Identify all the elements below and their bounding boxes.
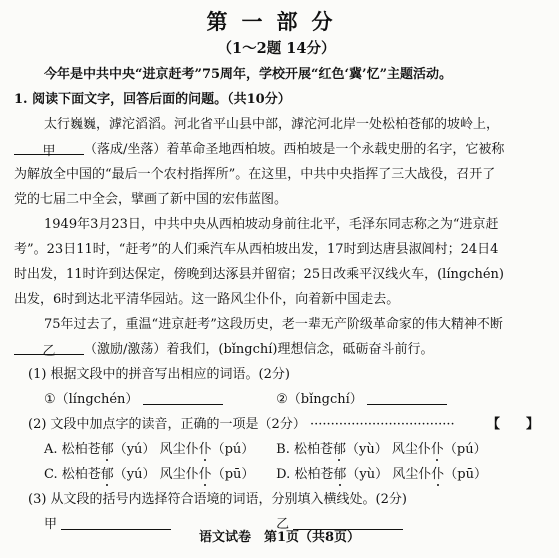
- blank-jia[interactable]: [14, 139, 84, 159]
- passage-text: （落成/坐落）着革命圣地西柏坡。西柏坡是一个永载史册的名字，它被称: [84, 142, 505, 157]
- question-number: 1.: [14, 92, 28, 107]
- dotted-char: 仆: [431, 467, 445, 482]
- option-a[interactable]: A. 松柏苍郁（yú） 风尘仆仆（pú）: [44, 442, 255, 457]
- answer-label-jia: 甲: [44, 517, 58, 532]
- dotted-char: 郁: [333, 467, 347, 482]
- dotted-char: 仆: [430, 442, 444, 457]
- answer-label-a: ①（língchén）: [44, 392, 139, 407]
- passage-line: 为解放全中国的“最后一个农村指挥所”。在这里，中共中央指挥了三大战役，召开了: [14, 167, 496, 182]
- dotted-char: 仆: [198, 442, 212, 457]
- option-c[interactable]: C. 松柏苍郁（yú） 风尘仆仆（pū）: [44, 467, 255, 482]
- section-title: 第一部分: [206, 9, 347, 34]
- blank-label: 乙: [42, 344, 56, 359]
- intro-text: 今年是中共中央“进京赶考”75周年，学校开展“红色‘冀’忆”主题活动。: [44, 67, 453, 82]
- passage-line: 1949年3月23日，中共中央从西柏坡动身前往北平，毛泽东同志称之为“进京赶: [44, 217, 499, 232]
- passage-text: （激励/激荡）着我们，(bǐngchí)理想信念，砥砺奋斗前行。: [84, 342, 434, 357]
- section-subtitle: （1～2题 14分）: [217, 40, 336, 57]
- sub-question-3-stem: (3) 从文段的括号内选择符合语境的词语，分别填入横线处。(2分): [28, 492, 407, 507]
- dotted-char: 郁: [100, 442, 114, 457]
- option-b[interactable]: B. 松柏苍郁（yù） 风尘仆仆（pú）: [276, 442, 487, 457]
- passage-line: [14, 137, 539, 162]
- option-d[interactable]: D. 松柏苍郁（yù） 风尘仆仆（pū）: [276, 467, 487, 482]
- blank-label: 甲: [42, 144, 56, 159]
- passage-line: 75年过去了，重温“进京赶考”这段历史，老一辈无产阶级革命家的伟大精神不断: [44, 317, 503, 332]
- sub-question-2-text: (2) 文段中加点字的读音，正确的一项是（2分）: [28, 417, 306, 432]
- passage-line: 出发，6时到达北平清华园站。这一路风尘仆仆，向着新中国走去。: [14, 292, 400, 307]
- answer-field-bingchi[interactable]: [367, 389, 447, 405]
- passage-line: 时出发，11时许到达保定，傍晚到达涿县并留宿；25日改乘平汉线火车，(língchén): [14, 267, 504, 282]
- sub-question-1-answers: [14, 387, 539, 412]
- dotted-char: 仆: [198, 467, 212, 482]
- answer-field-lingchen[interactable]: [143, 389, 223, 405]
- blank-yi[interactable]: [14, 339, 84, 359]
- question-1-stem: [14, 87, 539, 112]
- sub-question-2-stem: [14, 412, 539, 437]
- options-row-ab: [14, 437, 539, 462]
- dotted-char: 郁: [100, 467, 114, 482]
- sub-question-1-stem: (1) 根据文段中的拼音写出相应的词语。(2分): [28, 367, 290, 382]
- answer-label-b: ②（bǐngchí）: [276, 392, 363, 407]
- passage-line: [14, 337, 539, 362]
- answer-bracket[interactable]: 【 】: [486, 417, 539, 432]
- passage-line: 考”。23日11时，“赶考”的人们乘汽车从西柏坡出发，17时到达唐县淑阊村；24日4: [14, 242, 499, 257]
- passage-line: 太行巍巍，滹沱滔滔。河北省平山县中部，滹沱河北岸一处松柏苍郁的坡岭上，: [44, 117, 500, 132]
- dot-leader: ···································: [309, 417, 455, 432]
- dotted-char: 郁: [332, 442, 346, 457]
- question-stem: 阅读下面文字，回答后面的问题。（共10分）: [32, 92, 291, 107]
- passage-line: 党的七届二中全会，擘画了新中国的宏伟蓝图。: [14, 192, 288, 207]
- page-footer: 语文试卷 第1页（共8页）: [198, 530, 361, 545]
- answer-label-yi: 乙: [276, 517, 290, 532]
- options-row-cd: [14, 462, 539, 487]
